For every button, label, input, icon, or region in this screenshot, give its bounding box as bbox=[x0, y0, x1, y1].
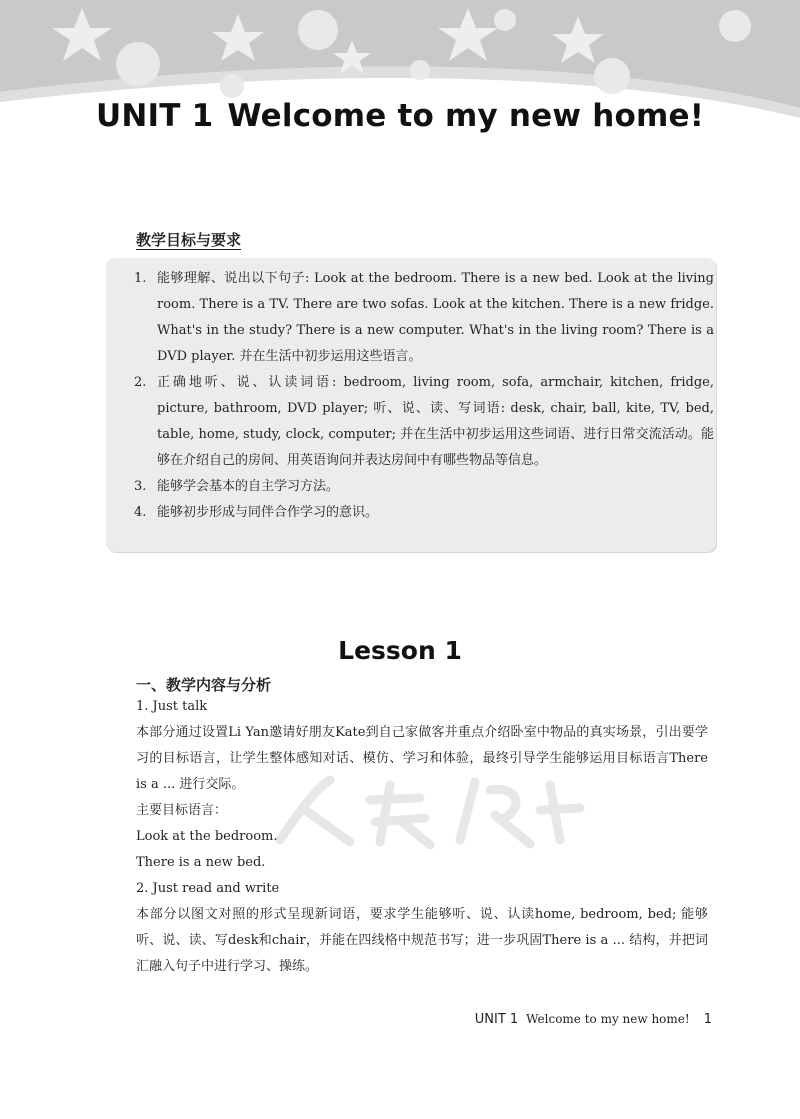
objective-item bbox=[134, 500, 714, 526]
objectives-heading: 教学目标与要求 bbox=[136, 231, 242, 249]
part1-heading: 1. Just talk bbox=[136, 699, 208, 714]
objective-item bbox=[134, 266, 714, 370]
unit-name: Welcome to my new home! bbox=[227, 98, 705, 134]
objective-text: 能够理解、说出以下句子: Look at the bedroom. There is a new bed. Look at the living room. There is a TV. There are two sofas. Look at the kitchen. There is a new fridge. What's in the study? There is a new computer. What's in the living room? There is a DVD player. 并在生活中初步运用这些语言。 bbox=[157, 271, 714, 364]
part2-text: 本部分以图文对照的形式呈现新词语，要求学生能够听、说、认读home, bedroom, bed; 能够听、说、读、写desk和chair，并能在四线格中规范书写；进一步巩固There is a ... 结构，并把词汇融入句子中进行学习、操练。 bbox=[136, 907, 708, 974]
unit-label: UNIT 1 bbox=[96, 98, 214, 134]
objective-number: 1. bbox=[134, 271, 147, 286]
objective-number: 4. bbox=[134, 505, 147, 520]
objective-item bbox=[134, 474, 714, 500]
target-line: Look at the bedroom. bbox=[136, 829, 278, 844]
part1-text: 本部分通过设置Li Yan邀请好朋友Kate到自己家做客并重点介绍卧室中物品的真实场景，引出要学习的目标语言，让学生整体感知对话、模仿、学习和体验，最终引导学生能够运用目标语言There is a ... 进行交际。 bbox=[136, 725, 708, 792]
objective-text: 能够学会基本的自主学习方法。 bbox=[157, 479, 340, 494]
footer-unit-label: UNIT 1 bbox=[474, 1012, 519, 1027]
section-heading: 一、教学内容与分析 bbox=[136, 676, 272, 694]
lesson-content bbox=[136, 694, 708, 980]
objective-text: 能够初步形成与同伴合作学习的意识。 bbox=[157, 505, 379, 520]
objective-text: 正确地听、说、认读词语: bedroom, living room, sofa, armchair, kitchen, fridge, picture, bathroom, DVD player; 听、说、读、写词语: desk, chair, ball, kite, TV, bed, table, home, study, clock, computer; 并在生活中初步运用这些词语、进行日常交流活动。能够在介绍自己的房间、用英语询问并表达房间中有哪些物品等信息。 bbox=[157, 375, 714, 468]
objective-number: 3. bbox=[134, 479, 147, 494]
footer-unit-title: Welcome to my new home! bbox=[526, 1012, 690, 1026]
objectives-box bbox=[106, 258, 716, 552]
target-language-label: 主要目标语言： bbox=[136, 803, 228, 818]
objective-number: 2. bbox=[134, 375, 147, 390]
page-number: 1 bbox=[703, 1012, 712, 1027]
part2-heading: 2. Just read and write bbox=[136, 881, 280, 896]
target-line: There is a new bed. bbox=[136, 855, 266, 870]
unit-title bbox=[96, 98, 704, 134]
objectives-list bbox=[134, 266, 714, 526]
page-footer bbox=[475, 1012, 712, 1027]
objective-item bbox=[134, 370, 714, 474]
lesson-title: Lesson 1 bbox=[338, 636, 462, 665]
